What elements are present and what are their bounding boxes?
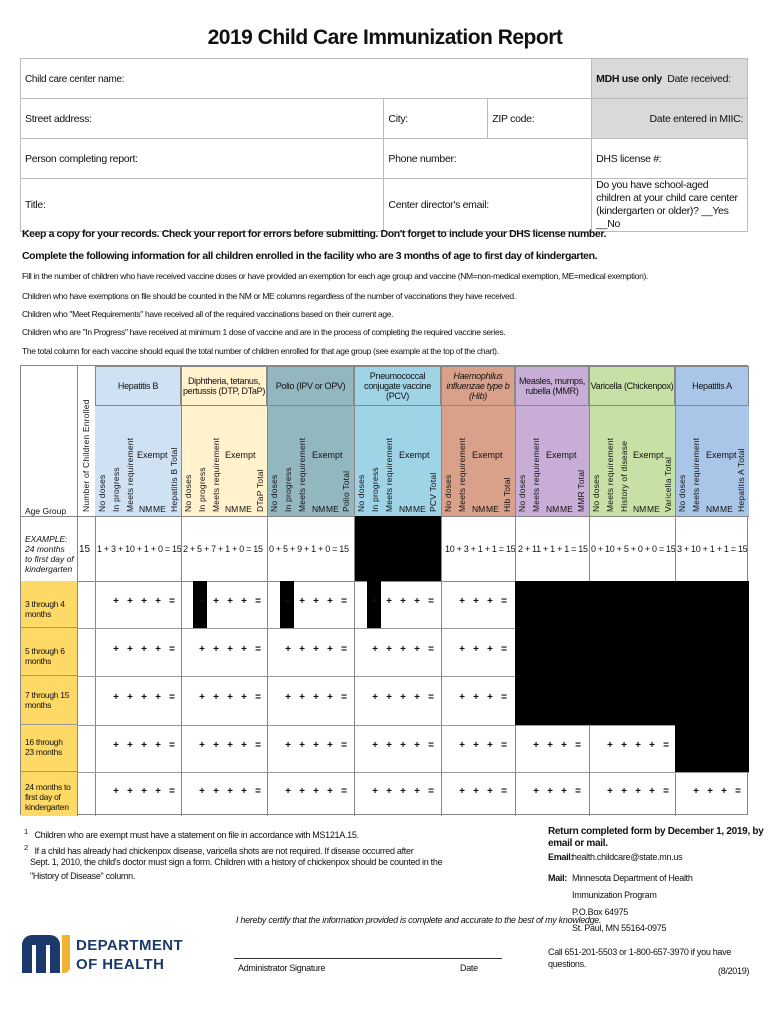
entry-cell-input[interactable]: + <box>241 786 247 797</box>
example-hepa: 3 + 10 + 1 + 1 = 15 <box>677 544 748 554</box>
hepa-exempt: Exempt <box>706 450 737 460</box>
entry-cell-input[interactable]: + <box>155 644 161 655</box>
hepa-total: Hepatitis A Total <box>736 448 746 512</box>
entry-cell-input[interactable]: = <box>255 786 261 797</box>
polio-meets: Meets requirement <box>297 437 307 512</box>
entry-cell-input[interactable]: + <box>372 596 378 607</box>
entry-cell-input[interactable]: = <box>428 692 434 703</box>
entry-cell-input[interactable]: + <box>721 786 727 797</box>
polio-me: ME <box>326 504 339 514</box>
version-text: (8/2019) <box>718 966 750 976</box>
entry-cell-input[interactable]: = <box>341 596 347 607</box>
entry-cell-input[interactable]: + <box>635 786 641 797</box>
entry-cell-input[interactable]: + <box>607 740 613 751</box>
entry-cell-input[interactable]: + <box>127 596 133 607</box>
entry-cell-input[interactable]: + <box>473 740 479 751</box>
pcv-exempt: Exempt <box>399 450 430 460</box>
pcv-in-progress: In progress <box>370 467 380 512</box>
entry-cell-input[interactable]: + <box>414 644 420 655</box>
entry-cell-input[interactable]: + <box>561 740 567 751</box>
hepa-meets: Meets requirement <box>691 437 701 512</box>
entry-cell-input[interactable]: = <box>428 740 434 751</box>
entry-cell-input[interactable]: + <box>327 740 333 751</box>
entry-cell-input[interactable]: + <box>127 740 133 751</box>
entry-cell-input[interactable]: = <box>501 644 507 655</box>
entry-cell-input[interactable]: = <box>341 786 347 797</box>
entry-cell-input[interactable]: = <box>169 786 175 797</box>
hepb-no-doses: No doses <box>97 474 107 512</box>
entry-cell-input[interactable]: = <box>169 644 175 655</box>
entry-cell-input[interactable]: + <box>487 692 493 703</box>
example-mmr: 2 + 11 + 1 + 1 = 15 <box>518 544 588 554</box>
entry-cell-input[interactable]: + <box>327 596 333 607</box>
entry-cell-input[interactable]: + <box>113 644 119 655</box>
page-title: 2019 Child Care Immunization Report <box>207 26 563 49</box>
row-label-24: 24 months to first day of kindergarten <box>21 772 77 816</box>
vaccine-header-hib: Haemophilus influenzae type b (Hib) <box>441 366 515 406</box>
pcv-no-doses: No doses <box>356 474 366 512</box>
vaccine-header-polio: Polio (IPV or OPV) <box>267 366 354 406</box>
entry-cell-input[interactable]: + <box>285 740 291 751</box>
entry-cell-input[interactable]: + <box>141 786 147 797</box>
call-text: Call 651-201-5503 or 1-800-657-3970 if you have questions. <box>548 947 732 969</box>
entry-cell-input[interactable]: = <box>575 740 581 751</box>
entry-cell-input[interactable]: + <box>155 596 161 607</box>
vaccine-header-hepb: Hepatitis B <box>95 366 181 406</box>
entry-cell-input[interactable]: + <box>459 596 465 607</box>
var-meets: Meets requirement <box>605 437 615 512</box>
dhs-license-field[interactable]: DHS license #: <box>592 139 748 179</box>
row-label-7-15: 7 through 15 months <box>21 676 77 725</box>
entry-cell-input[interactable]: + <box>386 644 392 655</box>
mail-line-4: St. Paul, MN 55164-0975 <box>572 923 667 933</box>
entry-cell-input[interactable]: = <box>735 786 741 797</box>
dtap-nm: NM <box>225 504 239 514</box>
footnote-1: $^1$ Children who are exempt must have a statement on file in accordance with MS121A.15. <box>24 827 359 840</box>
instruction-fill: Fill in the number of children who have received vaccine doses or have provided an exemption for each age group and vaccine (NM=non-medical exemption, ME=medical exemption). <box>22 271 648 281</box>
entry-cell-input[interactable]: + <box>141 644 147 655</box>
entry-cell-input[interactable]: + <box>113 740 119 751</box>
entry-cell-input[interactable]: + <box>473 786 479 797</box>
entry-cell-input[interactable]: + <box>459 786 465 797</box>
entry-cell-input[interactable]: + <box>285 644 291 655</box>
entry-cell-input[interactable]: + <box>141 740 147 751</box>
entry-cell-input[interactable]: + <box>227 786 233 797</box>
entry-cell-input[interactable]: + <box>400 692 406 703</box>
pcv-total: PCV Total <box>428 472 438 512</box>
hepa-me: ME <box>720 504 733 514</box>
hepa-no-doses: No doses <box>677 474 687 512</box>
entry-cell-input[interactable]: + <box>199 692 205 703</box>
mmr-total: MMR Total <box>576 469 586 512</box>
mdh-use-cell: MDH use only Date received: <box>592 59 748 99</box>
entry-cell-input[interactable]: + <box>621 740 627 751</box>
entry-cell-input[interactable]: + <box>113 596 119 607</box>
entry-cell-input[interactable]: + <box>607 786 613 797</box>
instruction-total: The total column for each vaccine should equal the total number of children enrolled for that age group (see example at the top of the chart). <box>22 346 499 356</box>
entry-cell-input[interactable]: + <box>313 786 319 797</box>
entry-cell-input[interactable]: = <box>501 692 507 703</box>
var-exempt: Exempt <box>633 450 664 460</box>
immunization-grid <box>20 365 748 815</box>
entry-cell-input[interactable]: = <box>341 692 347 703</box>
var-me: ME <box>647 504 660 514</box>
entry-cell-input[interactable]: = <box>169 740 175 751</box>
entry-cell-input[interactable]: + <box>127 644 133 655</box>
entry-cell-input[interactable]: + <box>299 596 305 607</box>
pcv-meets: Meets requirement <box>384 437 394 512</box>
entry-cell-input[interactable]: + <box>299 644 305 655</box>
entry-cell-input[interactable]: + <box>372 644 378 655</box>
enrolled-header: Number of Children Enrolled <box>81 399 91 512</box>
example-enrolled: 15 <box>79 544 91 555</box>
entry-cell-input[interactable]: + <box>649 740 655 751</box>
entry-cell-input[interactable]: + <box>649 786 655 797</box>
entry-cell-input[interactable]: = <box>575 786 581 797</box>
entry-cell-input[interactable]: = <box>255 692 261 703</box>
entry-cell-input[interactable]: = <box>501 786 507 797</box>
hib-exempt: Exempt <box>472 450 503 460</box>
hepb-me: ME <box>153 504 166 514</box>
instruction-keep-copy: Keep a copy for your records. Check your report for errors before submitting. Don't forget to include your DHS license number. <box>22 228 606 240</box>
pcv-me: ME <box>413 504 426 514</box>
dtap-me: ME <box>239 504 252 514</box>
entry-cell-input[interactable]: + <box>414 692 420 703</box>
entry-cell-input[interactable]: + <box>313 740 319 751</box>
entry-cell-input[interactable]: + <box>241 644 247 655</box>
hepb-meets: Meets requirement <box>125 437 135 512</box>
entry-cell-input[interactable]: + <box>299 740 305 751</box>
entry-cell-input[interactable]: + <box>414 740 420 751</box>
entry-cell-input[interactable]: + <box>487 740 493 751</box>
entry-cell-input[interactable]: + <box>372 692 378 703</box>
zip-field[interactable]: ZIP code: <box>488 99 592 139</box>
entry-cell-input[interactable]: = <box>255 740 261 751</box>
entry-cell-input[interactable]: + <box>473 644 479 655</box>
mail-line-1: Minnesota Department of Health <box>572 873 693 883</box>
instruction-complete: Complete the following information for all children enrolled in the facility who are 3 months of age to first day of kindergarten. <box>22 250 598 262</box>
hepb-total: Hepatitis B Total <box>169 447 179 512</box>
street-address-field[interactable]: Street address: <box>21 99 384 139</box>
entry-cell-input[interactable]: + <box>155 740 161 751</box>
hepb-nm: NM <box>139 504 153 514</box>
email-link[interactable]: health.childcare@state.mn.us <box>572 852 683 862</box>
entry-cell-input[interactable]: + <box>400 740 406 751</box>
mmr-nm: NM <box>546 504 560 514</box>
var-nm: NM <box>633 504 647 514</box>
age-group-header: Age Group <box>25 506 67 516</box>
hib-meets: Meets requirement <box>457 437 467 512</box>
entry-cell-input[interactable]: + <box>155 786 161 797</box>
entry-cell-input[interactable]: + <box>414 786 420 797</box>
hepb-in-progress: In progress <box>111 467 121 512</box>
entry-cell-input[interactable]: + <box>561 786 567 797</box>
entry-cell-input[interactable]: + <box>213 786 219 797</box>
admin-signature-label: Administrator Signature <box>238 963 326 973</box>
entry-cell-input[interactable]: + <box>113 692 119 703</box>
polio-no-doses: No doses <box>269 474 279 512</box>
mdh-logo-icon <box>22 935 72 975</box>
mmr-me: ME <box>560 504 573 514</box>
entry-cell-input[interactable]: + <box>473 692 479 703</box>
polio-exempt: Exempt <box>312 450 343 460</box>
school-aged-question[interactable]: Do you have school-aged children at your child care center (kindergarten or older)? __Yes __No <box>592 179 748 232</box>
entry-cell-input[interactable]: + <box>127 786 133 797</box>
mail-label: Mail: <box>548 873 568 883</box>
entry-cell-input[interactable]: + <box>473 596 479 607</box>
entry-cell-input[interactable]: + <box>313 596 319 607</box>
entry-cell-input[interactable]: + <box>299 786 305 797</box>
entry-cell-input[interactable]: + <box>414 596 420 607</box>
entry-cell-input[interactable]: = <box>255 596 261 607</box>
instruction-exemptions: Children who have exemptions on file should be counted in the NM or ME columns regardless of the number of vaccinations they have received. <box>22 291 516 301</box>
miic-date-cell: Date entered in MIIC: <box>592 99 748 139</box>
entry-cell-input[interactable]: + <box>299 692 305 703</box>
center-info-table <box>20 58 748 232</box>
dtap-exempt: Exempt <box>225 450 256 460</box>
mmr-meets: Meets requirement <box>531 437 541 512</box>
email-label: Email: <box>548 852 574 862</box>
entry-cell-input[interactable]: + <box>285 692 291 703</box>
entry-cell-input[interactable]: + <box>313 692 319 703</box>
entry-cell-input[interactable]: + <box>285 786 291 797</box>
hib-total: Hib Total <box>502 477 512 512</box>
entry-cell-input[interactable]: + <box>487 596 493 607</box>
entry-cell-input[interactable]: + <box>386 692 392 703</box>
entry-cell-input[interactable]: = <box>663 740 669 751</box>
vaccine-header-mmr: Measles, mumps, rubella (MMR) <box>515 366 589 406</box>
mail-line-2: Immunization Program <box>572 890 657 900</box>
signature-line[interactable] <box>234 958 502 959</box>
entry-cell-input[interactable]: + <box>141 596 147 607</box>
entry-cell-input[interactable]: + <box>386 596 392 607</box>
entry-cell-input[interactable]: + <box>487 786 493 797</box>
entry-cell-input[interactable]: = <box>428 596 434 607</box>
entry-cell-input[interactable]: + <box>400 786 406 797</box>
entry-cell-input[interactable]: = <box>341 740 347 751</box>
instruction-meet: Children who "Meet Requirements" have received all of the required vaccinations based on their current age. <box>22 309 394 319</box>
return-heading: Return completed form by December 1, 2019, by email or mail. <box>548 826 764 849</box>
polio-nm: NM <box>312 504 326 514</box>
row-label-5-6: 5 through 6 months <box>21 628 77 676</box>
footnote-2: $^2$ If a child has already had chickenpox disease, varicella shots are not required. If disease occurred after <box>24 843 414 856</box>
hib-no-doses: No doses <box>443 474 453 512</box>
footnote-2b: Sept. 1, 2010, the child's doctor must sign a form. Children with a history of chickenpox should be counted in the <box>30 857 443 867</box>
entry-cell-input[interactable]: = <box>169 596 175 607</box>
pcv-nm: NM <box>399 504 413 514</box>
entry-cell-input[interactable]: + <box>372 786 378 797</box>
entry-cell-input[interactable]: + <box>400 596 406 607</box>
entry-cell-input[interactable]: = <box>663 786 669 797</box>
entry-cell-input[interactable]: + <box>113 786 119 797</box>
row-label-16-23: 16 through 23 months <box>21 725 77 772</box>
entry-cell-input[interactable]: + <box>241 740 247 751</box>
entry-cell-input[interactable]: + <box>199 644 205 655</box>
entry-cell-input[interactable]: + <box>227 644 233 655</box>
entry-cell-input[interactable]: + <box>313 644 319 655</box>
entry-cell-input[interactable]: + <box>227 740 233 751</box>
entry-cell-input[interactable]: + <box>459 644 465 655</box>
entry-cell-input[interactable]: + <box>372 740 378 751</box>
entry-cell-input[interactable]: + <box>327 692 333 703</box>
vaccine-header-varicella: Varicella (Chickenpox) <box>589 366 675 406</box>
vaccine-header-pcv: Pneumococcal conjugate vaccine (PCV) <box>354 366 441 406</box>
hepa-nm: NM <box>706 504 720 514</box>
date-label: Date <box>460 963 478 973</box>
certify-text: I hereby certify that the information provided is complete and accurate to the best of my knowledge. <box>236 915 602 925</box>
dtap-total: DTaP Total <box>255 469 265 512</box>
polio-total: Polio Total <box>341 470 351 512</box>
row-label-3-4: 3 through 4 months <box>21 581 77 628</box>
hib-nm: NM <box>472 504 486 514</box>
dtap-no-doses: No doses <box>183 474 193 512</box>
entry-cell-input[interactable]: + <box>213 644 219 655</box>
example-polio: 0 + 5 + 9 + 1 + 0 = 15 <box>269 544 349 554</box>
entry-cell-input[interactable]: + <box>533 740 539 751</box>
logo-line-2: OF HEALTH <box>76 956 165 973</box>
mail-line-3: P.O.Box 64975 <box>572 907 628 917</box>
hepb-exempt: Exempt <box>137 450 168 460</box>
entry-cell-input[interactable]: + <box>386 740 392 751</box>
footnote-2c: "History of Disease" column. <box>30 871 136 881</box>
entry-cell-input[interactable]: + <box>707 786 713 797</box>
entry-cell-input[interactable]: + <box>241 596 247 607</box>
entry-cell-input[interactable]: = <box>341 644 347 655</box>
entry-cell-input[interactable]: + <box>241 692 247 703</box>
entry-cell-input[interactable]: + <box>635 740 641 751</box>
entry-cell-input[interactable]: + <box>285 596 291 607</box>
dtap-in-progress: In progress <box>197 467 207 512</box>
hib-me: ME <box>486 504 499 514</box>
entry-cell-input[interactable]: + <box>199 786 205 797</box>
logo-line-1: DEPARTMENT <box>76 937 184 954</box>
phone-field[interactable]: Phone number: <box>384 139 592 179</box>
entry-cell-input[interactable]: + <box>227 596 233 607</box>
center-name-field[interactable]: Child care center name: <box>21 59 592 99</box>
entry-cell-input[interactable]: + <box>621 786 627 797</box>
mmr-no-doses: No doses <box>517 474 527 512</box>
city-field[interactable]: City: <box>384 99 488 139</box>
entry-cell-input[interactable]: + <box>155 692 161 703</box>
title-field[interactable]: Title: <box>21 179 384 232</box>
entry-cell-input[interactable]: + <box>459 740 465 751</box>
entry-cell-input[interactable]: + <box>547 786 553 797</box>
var-no-doses: No doses <box>591 474 601 512</box>
entry-cell-input[interactable]: + <box>141 692 147 703</box>
entry-cell-input[interactable]: + <box>386 786 392 797</box>
entry-cell-input[interactable]: + <box>547 740 553 751</box>
entry-cell-input[interactable]: = <box>428 786 434 797</box>
vaccine-header-hepa: Hepatitis A <box>675 366 749 406</box>
polio-in-progress: In progress <box>283 467 293 512</box>
entry-cell-input[interactable]: = <box>428 644 434 655</box>
example-hepb: 1 + 3 + 10 + 1 + 0 = 15 <box>97 544 182 554</box>
var-history: History of disease <box>619 440 629 512</box>
entry-cell-input[interactable]: + <box>213 596 219 607</box>
entry-cell-input[interactable]: + <box>227 692 233 703</box>
entry-cell-input[interactable]: + <box>327 644 333 655</box>
entry-cell-input[interactable]: + <box>127 692 133 703</box>
entry-cell-input[interactable]: = <box>169 692 175 703</box>
entry-cell-input[interactable]: + <box>487 644 493 655</box>
example-var: 0 + 10 + 5 + 0 + 0 = 15 <box>591 544 676 554</box>
entry-cell-input[interactable]: = <box>255 644 261 655</box>
entry-cell-input[interactable]: = <box>501 596 507 607</box>
entry-cell-input[interactable]: + <box>199 596 205 607</box>
entry-cell-input[interactable]: + <box>400 644 406 655</box>
mmr-exempt: Exempt <box>546 450 577 460</box>
entry-cell-input[interactable]: + <box>459 692 465 703</box>
vaccine-header-dtap: Diphtheria, tetanus, pertussis (DTP, DTaP) <box>181 366 267 406</box>
director-email-field[interactable]: Center director's email: <box>384 179 592 232</box>
entry-cell-input[interactable]: + <box>213 740 219 751</box>
person-field[interactable]: Person completing report: <box>21 139 384 179</box>
example-dtap: 2 + 5 + 7 + 1 + 0 = 15 <box>183 544 263 554</box>
entry-cell-input[interactable]: + <box>199 740 205 751</box>
instruction-progress: Children who are "In Progress" have received at minimum 1 dose of vaccine and are in the process of completing the required vaccine series. <box>22 327 506 337</box>
entry-cell-input[interactable]: = <box>501 740 507 751</box>
var-total: Varicella Total <box>663 456 673 512</box>
dtap-meets: Meets requirement <box>211 437 221 512</box>
example-label: EXAMPLE: 24 months to first day of kindergarten <box>25 534 74 574</box>
entry-cell-input[interactable]: + <box>693 786 699 797</box>
entry-cell-input[interactable]: + <box>213 692 219 703</box>
example-hib: 10 + 3 + 1 + 1 = 15 <box>445 544 516 554</box>
entry-cell-input[interactable]: + <box>533 786 539 797</box>
entry-cell-input[interactable]: + <box>327 786 333 797</box>
